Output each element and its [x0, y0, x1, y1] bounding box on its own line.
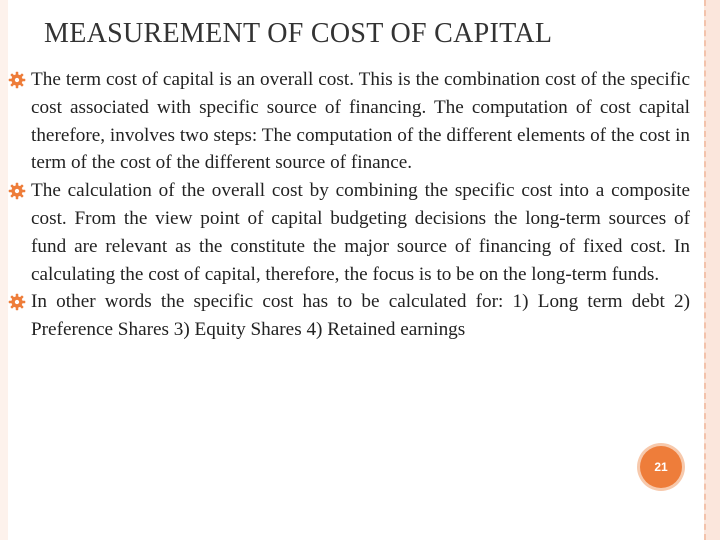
gear-icon	[8, 293, 26, 311]
bullet-item	[8, 288, 690, 344]
right-border-decoration	[704, 0, 720, 540]
slide-title: MEASUREMENT OF COST OF CAPITAL	[44, 18, 553, 49]
gear-icon	[8, 71, 26, 89]
bullet-text: In other words the specific cost has to be calculated for: 1) Long term debt 2) Preference Shares 3) Equity Shares 4) Retained earnings	[31, 291, 690, 341]
bullet-item	[8, 177, 690, 288]
bullet-item	[8, 66, 690, 177]
bullet-text: The term cost of capital is an overall cost. This is the combination cost of the specific cost associated with specific source of financing. The computation of cost capital therefore, involves two steps: The computation of the different elements of the cost in term of the cost of the different source of finance.	[31, 69, 690, 174]
page-number-badge: 21	[640, 446, 682, 488]
left-border-decoration	[0, 0, 8, 540]
bullet-text: The calculation of the overall cost by combining the specific cost into a composite cost. From the view point of capital budgeting decisions the long-term sources of fund are relevant as the constitute the major source of financing of fixed cost. In calculating the cost of capital, therefore, the focus is to be on the long-term funds.	[31, 180, 690, 285]
gear-icon	[8, 182, 26, 200]
bullet-list	[8, 66, 690, 344]
